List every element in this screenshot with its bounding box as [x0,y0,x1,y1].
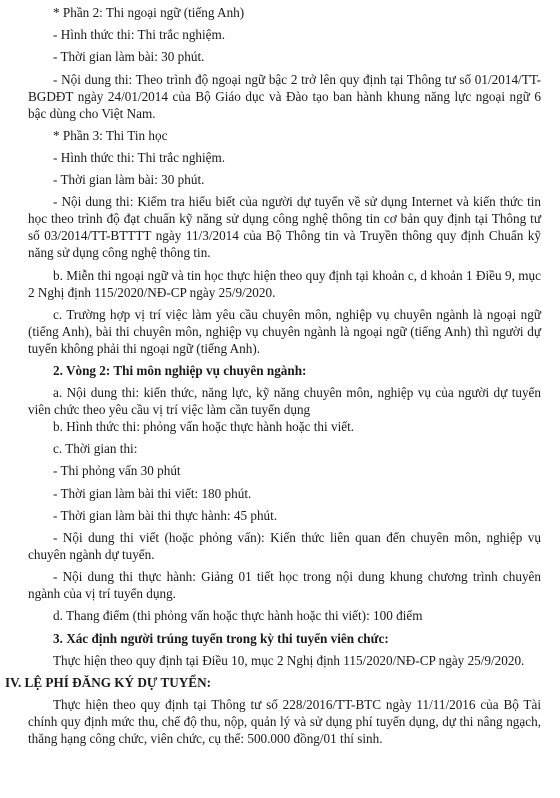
part-2-content: - Nội dung thi: Theo trình độ ngoại ngữ bậc 2 trở lên quy định tại Thông tư số 01/2014/TT-BGDĐT ngày 24/01/2014 của Bộ Giáo dục và Đào tạo ban hành khung năng lực ngoại ngữ 6 bậc dùng cho Việt Nam. [28,71,541,121]
practical-content: - Nội dung thi thực hành: Giảng 01 tiết học trong nội dung khung chương trình chuyên ngành của vị trí tuyển dụng. [28,569,541,602]
part-2-duration: - Thời gian làm bài: 30 phút. [53,49,205,65]
english-specialty-paragraph: c. Trường hợp vị trí việc làm yêu cầu chuyên môn, nghiệp vụ chuyên ngành là ngoại ngữ (tiếng Anh), bài thi chuyên môn, nghiệp vụ chuyên ngành là ngoại ngữ (tiếng Anh) thì người dự tuyển không phải thi ngoại ngữ (tiếng Anh). [28,306,541,356]
round-2-format: b. Hình thức thi: phỏng vấn hoặc thực hành hoặc thi viết. [53,419,355,435]
section-iv-heading: IV. LỆ PHÍ ĐĂNG KÝ DỰ TUYỂN: [5,674,212,690]
written-time: - Thời gian làm bài thi viết: 180 phút. [53,485,252,501]
interview-time: - Thi phỏng vấn 30 phút [53,463,181,479]
fee-paragraph: Thực hiện theo quy định tại Thông tư số 228/2016/TT-BTC ngày 11/11/2016 của Bộ Tài chính quy định mức thu, chế độ thu, nộp, quản lý và sử dụng phí tuyển dụng, dự thi nâng ngạch, thăng hạng công chức, viên chức, cụ thể: 500.000 đồng/01 thí sinh. [28,697,541,747]
part-2-format: - Hình thức thi: Thi trắc nghiệm. [53,27,226,43]
round-2-heading: 2. Vòng 2: Thi môn nghiệp vụ chuyên ngành: [53,362,307,378]
part-3-content: - Nội dung thi: Kiểm tra hiểu biết của người dự tuyển về sử dụng Internet và kiến thức tin học theo trình độ đạt chuẩn kỹ năng sử dụng công nghệ thông tin cơ bản quy định tại Thông tư số 03/2014/TT-BTTTT ngày 11/3/2014 của Bộ Thông tin và Truyền thông quy định Chuẩn kỹ năng sử dụng công nghệ thông tin. [28,194,541,261]
written-content: - Nội dung thi viết (hoặc phỏng vấn): Kiến thức liên quan đến chuyên môn, nghiệp vụ chuyên ngành dự tuyển. [28,530,541,562]
round-2-time-heading: c. Thời gian thi: [53,441,138,457]
selection-heading: 3. Xác định người trúng tuyển trong kỳ thi tuyển viên chức: [53,630,389,646]
round-2-content: a. Nội dung thi: kiến thức, năng lực, kỹ năng chuyên môn, nghiệp vụ của người dự tuyển viên chức theo yêu cầu vị trí việc làm cần tuyển dụng [28,385,541,418]
selection-paragraph: Thực hiện theo quy định tại Điều 10, mục 2 Nghị định 115/2020/NĐ-CP ngày 25/9/2020. [53,652,525,668]
score-scale: d. Thang điểm (thi phỏng vấn hoặc thực hành hoặc thi viết): 100 điểm [53,608,423,624]
part-3-heading: * Phần 3: Thi Tin học [53,127,168,143]
practical-time: - Thời gian làm bài thi thực hành: 45 phút. [53,507,278,523]
part-3-format: - Hình thức thi: Thi trắc nghiệm. [53,149,226,165]
part-2-heading: * Phần 2: Thi ngoại ngữ (tiếng Anh) [53,5,245,20]
exemption-paragraph: b. Miễn thi ngoại ngữ và tin học thực hiện theo quy định tại khoản c, d khoản 1 Điều 9, mục 2 Nghị định 115/2020/NĐ-CP ngày 25/9/2020. [28,267,541,300]
part-3-duration: - Thời gian làm bài: 30 phút. [53,172,205,188]
